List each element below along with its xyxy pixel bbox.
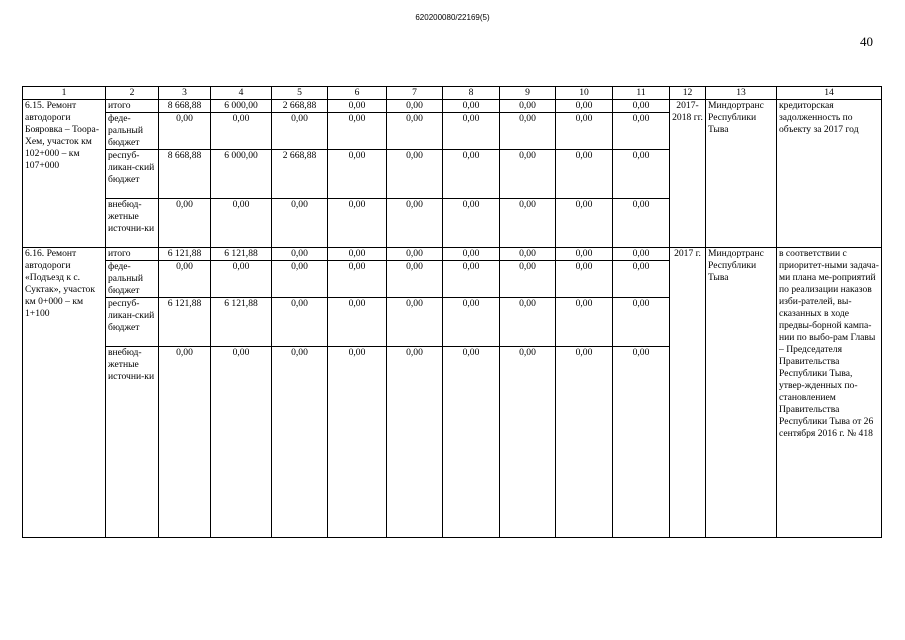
value-cell: 0,00 [556,113,613,150]
value-cell: 6 121,88 [211,298,272,347]
period-cell: 2017 г. [670,248,706,538]
col-header: 14 [777,87,882,100]
value-cell: 0,00 [272,113,328,150]
col-header: 1 [23,87,106,100]
funding-source: респуб-ликан-ский бюджет [106,298,159,347]
value-cell: 2 668,88 [272,100,328,113]
funding-source: феде-ральный бюджет [106,261,159,298]
value-cell: 0,00 [613,150,670,199]
value-cell: 0,00 [328,199,387,248]
value-cell: 0,00 [500,150,556,199]
funding-source: итого [106,248,159,261]
page-number: 40 [860,34,873,49]
funding-source: итого [106,100,159,113]
value-cell: 0,00 [211,113,272,150]
executor-cell: Миндортранс Республики Тыва [706,248,777,538]
col-header: 11 [613,87,670,100]
value-cell: 0,00 [272,261,328,298]
value-cell: 6 121,88 [159,298,211,347]
col-header: 4 [211,87,272,100]
value-cell: 0,00 [556,100,613,113]
value-cell: 0,00 [556,199,613,248]
value-cell: 0,00 [387,347,443,538]
value-cell: 0,00 [613,199,670,248]
value-cell: 0,00 [328,150,387,199]
value-cell: 0,00 [387,199,443,248]
col-header: 13 [706,87,777,100]
value-cell: 0,00 [272,347,328,538]
period-cell: 2017-2018 гг. [670,100,706,248]
value-cell: 0,00 [443,113,500,150]
value-cell: 0,00 [443,150,500,199]
value-cell: 2 668,88 [272,150,328,199]
value-cell: 0,00 [443,100,500,113]
value-cell: 0,00 [272,199,328,248]
value-cell: 0,00 [443,347,500,538]
col-header: 6 [328,87,387,100]
value-cell: 6 000,00 [211,100,272,113]
document-code: 620200080/22169(5) [415,13,490,22]
note-cell: в соответствии с приоритет-ными задача-ми плана ме-роприятий по реализации наказов изби-рателей, вы-сказанных в ходе предвы-борной кампа-нии по выбо-рам Главы – Председателя Правительства Республики Тыва, утвер-жденных по-становлением Правительства Республики Тыва от 26 сентября 2016 г. № 418 [777,248,882,538]
executor-cell: Миндортранс Республики Тыва [706,100,777,248]
col-header: 10 [556,87,613,100]
funding-source: внебюд-жетные источни-ки [106,199,159,248]
header-row [23,87,882,100]
value-cell: 0,00 [159,113,211,150]
table-row [23,100,882,113]
value-cell: 8 668,88 [159,150,211,199]
value-cell: 0,00 [159,261,211,298]
value-cell: 0,00 [328,113,387,150]
col-header: 9 [500,87,556,100]
note-cell: кредиторская задолженность по объекту за 2017 год [777,100,882,248]
value-cell: 0,00 [328,261,387,298]
value-cell: 6 121,88 [159,248,211,261]
funding-table [22,86,882,538]
value-cell: 0,00 [556,347,613,538]
value-cell: 0,00 [500,248,556,261]
value-cell: 0,00 [613,298,670,347]
table-row [23,248,882,261]
value-cell: 0,00 [328,100,387,113]
value-cell: 0,00 [443,298,500,347]
funding-source: феде-ральный бюджет [106,113,159,150]
value-cell: 0,00 [500,113,556,150]
value-cell: 0,00 [613,100,670,113]
value-cell: 0,00 [328,298,387,347]
value-cell: 0,00 [443,199,500,248]
value-cell: 0,00 [159,199,211,248]
value-cell: 0,00 [328,347,387,538]
col-header: 8 [443,87,500,100]
value-cell: 0,00 [387,150,443,199]
col-header: 5 [272,87,328,100]
value-cell: 0,00 [387,261,443,298]
value-cell: 6 000,00 [211,150,272,199]
value-cell: 0,00 [613,261,670,298]
value-cell: 0,00 [613,248,670,261]
value-cell: 0,00 [211,199,272,248]
value-cell: 0,00 [159,347,211,538]
col-header: 7 [387,87,443,100]
value-cell: 0,00 [272,248,328,261]
value-cell: 0,00 [387,100,443,113]
value-cell: 0,00 [328,248,387,261]
value-cell: 0,00 [556,150,613,199]
value-cell: 0,00 [272,298,328,347]
funding-source: внебюд-жетные источни-ки [106,347,159,538]
col-header: 12 [670,87,706,100]
funding-source: респуб-ликан-ский бюджет [106,150,159,199]
activity-name: 6.16. Ремонт автодороги «Подъезд к с. Суктак», участок км 0+000 – км 1+100 [23,248,106,538]
value-cell: 0,00 [613,113,670,150]
activity-name: 6.15. Ремонт автодороги Бояровка – Тоора-Хем, участок км 102+000 – км 107+000 [23,100,106,248]
value-cell: 0,00 [387,248,443,261]
value-cell: 0,00 [211,347,272,538]
value-cell: 0,00 [556,298,613,347]
value-cell: 0,00 [500,298,556,347]
col-header: 3 [159,87,211,100]
value-cell: 0,00 [613,347,670,538]
value-cell: 0,00 [556,248,613,261]
value-cell: 8 668,88 [159,100,211,113]
col-header: 2 [106,87,159,100]
value-cell: 0,00 [387,113,443,150]
value-cell: 0,00 [556,261,613,298]
value-cell: 0,00 [211,261,272,298]
value-cell: 0,00 [443,248,500,261]
value-cell: 6 121,88 [211,248,272,261]
value-cell: 0,00 [500,347,556,538]
value-cell: 0,00 [443,261,500,298]
value-cell: 0,00 [500,199,556,248]
value-cell: 0,00 [500,261,556,298]
value-cell: 0,00 [387,298,443,347]
value-cell: 0,00 [500,100,556,113]
